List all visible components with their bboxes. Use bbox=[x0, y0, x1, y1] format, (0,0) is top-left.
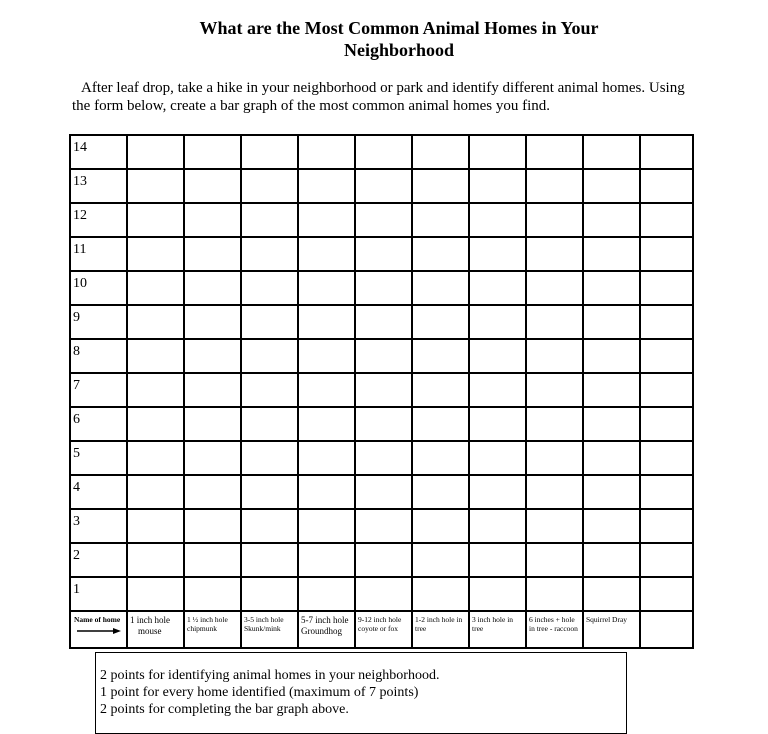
graph-cell[interactable] bbox=[469, 441, 526, 475]
graph-cell[interactable] bbox=[241, 475, 298, 509]
graph-cell[interactable] bbox=[127, 135, 184, 169]
graph-cell[interactable] bbox=[469, 475, 526, 509]
graph-cell[interactable] bbox=[184, 543, 241, 577]
graph-cell[interactable] bbox=[583, 305, 640, 339]
graph-cell[interactable] bbox=[184, 169, 241, 203]
graph-cell[interactable] bbox=[298, 373, 355, 407]
y-axis-label: 6 bbox=[70, 407, 127, 441]
graph-cell[interactable] bbox=[412, 203, 469, 237]
graph-cell[interactable] bbox=[526, 407, 583, 441]
rubric-line-3: 2 points for completing the bar graph above. bbox=[100, 702, 349, 717]
graph-cell[interactable] bbox=[298, 577, 355, 611]
graph-cell[interactable] bbox=[241, 509, 298, 543]
graph-cell[interactable] bbox=[412, 407, 469, 441]
rubric-line-1: 2 points for identifying animal homes in your neighborhood. bbox=[100, 668, 440, 683]
graph-cell[interactable] bbox=[526, 237, 583, 271]
graph-cell[interactable] bbox=[298, 169, 355, 203]
y-axis-label: 5 bbox=[70, 441, 127, 475]
graph-cell[interactable] bbox=[355, 475, 412, 509]
category-label-cell bbox=[412, 611, 469, 648]
y-axis-label: 10 bbox=[70, 271, 127, 305]
graph-cell[interactable] bbox=[412, 305, 469, 339]
graph-cell[interactable] bbox=[184, 237, 241, 271]
graph-cell[interactable] bbox=[469, 407, 526, 441]
grid-row bbox=[70, 407, 693, 441]
category-label-cell bbox=[184, 611, 241, 648]
category-line-2: in tree - raccoon bbox=[529, 624, 578, 633]
grid-row bbox=[70, 203, 693, 237]
graph-cell[interactable] bbox=[298, 407, 355, 441]
graph-cell[interactable] bbox=[298, 135, 355, 169]
grid-row bbox=[70, 441, 693, 475]
category-label-cell bbox=[241, 611, 298, 648]
graph-cell[interactable] bbox=[127, 339, 184, 373]
graph-cell[interactable] bbox=[583, 577, 640, 611]
category-line-1: 5-7 inch hole bbox=[301, 615, 349, 625]
category-label-cell bbox=[355, 611, 412, 648]
graph-cell[interactable] bbox=[355, 169, 412, 203]
graph-cell[interactable] bbox=[355, 203, 412, 237]
graph-cell[interactable] bbox=[298, 271, 355, 305]
graph-cell[interactable] bbox=[526, 543, 583, 577]
y-axis-label: 2 bbox=[70, 543, 127, 577]
graph-cell[interactable] bbox=[412, 339, 469, 373]
graph-cell[interactable] bbox=[526, 271, 583, 305]
graph-cell[interactable] bbox=[355, 271, 412, 305]
graph-cell[interactable] bbox=[412, 135, 469, 169]
graph-cell[interactable] bbox=[583, 271, 640, 305]
graph-cell[interactable] bbox=[412, 543, 469, 577]
graph-cell[interactable] bbox=[184, 339, 241, 373]
graph-cell[interactable] bbox=[298, 441, 355, 475]
category-line-1: 3 inch hole in bbox=[472, 615, 514, 624]
graph-cell[interactable] bbox=[583, 509, 640, 543]
graph-cell[interactable] bbox=[526, 305, 583, 339]
name-header-cell bbox=[70, 611, 127, 648]
category-label-cell bbox=[526, 611, 583, 648]
grid-row bbox=[70, 543, 693, 577]
graph-cell[interactable] bbox=[127, 475, 184, 509]
grid-row bbox=[70, 373, 693, 407]
graph-cell[interactable] bbox=[583, 339, 640, 373]
graph-cell[interactable] bbox=[184, 271, 241, 305]
y-axis-label: 7 bbox=[70, 373, 127, 407]
graph-cell[interactable] bbox=[127, 169, 184, 203]
graph-cell[interactable] bbox=[241, 373, 298, 407]
category-line-2: tree bbox=[472, 624, 484, 633]
graph-cell[interactable] bbox=[127, 373, 184, 407]
graph-cell[interactable] bbox=[298, 475, 355, 509]
graph-cell[interactable] bbox=[355, 543, 412, 577]
intro-line-1: After leaf drop, take a hike in your neighborhood or park and identify different animal homes. Using bbox=[81, 80, 685, 96]
graph-cell[interactable] bbox=[355, 407, 412, 441]
grid-row bbox=[70, 475, 693, 509]
graph-cell[interactable] bbox=[241, 237, 298, 271]
y-axis-label: 4 bbox=[70, 475, 127, 509]
graph-cell[interactable] bbox=[469, 543, 526, 577]
graph-cell[interactable] bbox=[640, 509, 693, 543]
grid-row bbox=[70, 509, 693, 543]
graph-cell[interactable] bbox=[412, 577, 469, 611]
category-line-2: Groundhog bbox=[301, 626, 342, 636]
graph-cell[interactable] bbox=[127, 509, 184, 543]
graph-cell[interactable] bbox=[241, 543, 298, 577]
category-label-cell bbox=[298, 611, 355, 648]
category-line-2: coyote or fox bbox=[358, 624, 398, 633]
graph-cell[interactable] bbox=[355, 509, 412, 543]
category-line-2: chipmunk bbox=[187, 624, 217, 633]
graph-cell[interactable] bbox=[127, 203, 184, 237]
category-label-cell bbox=[640, 611, 693, 648]
graph-cell[interactable] bbox=[469, 271, 526, 305]
rubric-line-2: 1 point for every home identified (maximum of 7 points) bbox=[100, 685, 419, 700]
bar-graph-grid bbox=[69, 134, 694, 649]
category-line-1: Squirrel Dray bbox=[586, 615, 628, 624]
category-line-1: 1 inch hole bbox=[130, 615, 170, 625]
y-axis-label: 13 bbox=[70, 169, 127, 203]
graph-cell[interactable] bbox=[184, 475, 241, 509]
graph-cell[interactable] bbox=[184, 577, 241, 611]
graph-cell[interactable] bbox=[640, 305, 693, 339]
graph-cell[interactable] bbox=[184, 509, 241, 543]
graph-cell[interactable] bbox=[241, 169, 298, 203]
graph-cell[interactable] bbox=[298, 237, 355, 271]
graph-cell[interactable] bbox=[469, 373, 526, 407]
graph-cell[interactable] bbox=[127, 305, 184, 339]
category-line-2: mouse bbox=[138, 626, 162, 636]
y-axis-label: 3 bbox=[70, 509, 127, 543]
grid-row bbox=[70, 271, 693, 305]
graph-cell[interactable] bbox=[355, 373, 412, 407]
graph-cell[interactable] bbox=[298, 339, 355, 373]
graph-cell[interactable] bbox=[184, 441, 241, 475]
graph-cell[interactable] bbox=[298, 203, 355, 237]
y-axis-label: 12 bbox=[70, 203, 127, 237]
graph-cell[interactable] bbox=[526, 509, 583, 543]
y-axis-label: 1 bbox=[70, 577, 127, 611]
graph-cell[interactable] bbox=[412, 271, 469, 305]
graph-cell[interactable] bbox=[640, 407, 693, 441]
intro-line-2: the form below, create a bar graph of the most common animal homes you find. bbox=[72, 98, 551, 114]
title-line-1: What are the Most Common Animal Homes in Your bbox=[199, 18, 599, 38]
category-line-1: 3-5 inch hole bbox=[244, 615, 284, 624]
graph-cell[interactable] bbox=[640, 543, 693, 577]
graph-cell[interactable] bbox=[298, 543, 355, 577]
grid-row bbox=[70, 237, 693, 271]
graph-cell[interactable] bbox=[241, 441, 298, 475]
graph-cell[interactable] bbox=[184, 135, 241, 169]
grid-row bbox=[70, 305, 693, 339]
graph-cell[interactable] bbox=[526, 577, 583, 611]
graph-cell[interactable] bbox=[127, 441, 184, 475]
title-line-2: Neighborhood bbox=[343, 40, 455, 60]
graph-cell[interactable] bbox=[469, 305, 526, 339]
y-axis-label: 11 bbox=[70, 237, 127, 271]
graph-cell[interactable] bbox=[355, 237, 412, 271]
graph-cell[interactable] bbox=[526, 135, 583, 169]
graph-cell[interactable] bbox=[583, 203, 640, 237]
worksheet-title bbox=[150, 17, 648, 61]
graph-cell[interactable] bbox=[469, 509, 526, 543]
graph-cell[interactable] bbox=[583, 169, 640, 203]
graph-cell[interactable] bbox=[583, 237, 640, 271]
graph-cell[interactable] bbox=[127, 577, 184, 611]
graph-cell[interactable] bbox=[355, 135, 412, 169]
category-line-2: tree bbox=[415, 624, 427, 633]
graph-cell[interactable] bbox=[412, 373, 469, 407]
graph-cell[interactable] bbox=[241, 339, 298, 373]
graph-cell[interactable] bbox=[469, 237, 526, 271]
graph-cell[interactable] bbox=[583, 135, 640, 169]
graph-cell[interactable] bbox=[640, 271, 693, 305]
grid-row bbox=[70, 135, 693, 169]
graph-cell[interactable] bbox=[526, 373, 583, 407]
graph-cell[interactable] bbox=[127, 271, 184, 305]
graph-cell[interactable] bbox=[640, 169, 693, 203]
graph-cell[interactable] bbox=[127, 543, 184, 577]
category-label-cell bbox=[583, 611, 640, 648]
graph-cell[interactable] bbox=[469, 339, 526, 373]
graph-cell[interactable] bbox=[640, 339, 693, 373]
graph-cell[interactable] bbox=[469, 169, 526, 203]
graph-cell[interactable] bbox=[640, 203, 693, 237]
name-header-label: Name of home bbox=[74, 615, 121, 624]
graph-cell[interactable] bbox=[583, 543, 640, 577]
graph-cell[interactable] bbox=[241, 305, 298, 339]
graph-cell[interactable] bbox=[127, 237, 184, 271]
graph-cell[interactable] bbox=[412, 237, 469, 271]
graph-cell[interactable] bbox=[298, 509, 355, 543]
category-line-1: 1-2 inch hole in bbox=[415, 615, 463, 624]
graph-cell[interactable] bbox=[526, 339, 583, 373]
graph-cell[interactable] bbox=[640, 373, 693, 407]
graph-cell[interactable] bbox=[583, 407, 640, 441]
graph-cell[interactable] bbox=[241, 135, 298, 169]
graph-cell[interactable] bbox=[184, 373, 241, 407]
category-line-1: 1 ½ inch hole bbox=[187, 615, 228, 624]
y-axis-label: 9 bbox=[70, 305, 127, 339]
graph-cell[interactable] bbox=[640, 577, 693, 611]
graph-cell[interactable] bbox=[526, 169, 583, 203]
category-line-1: 6 inches + hole bbox=[529, 615, 575, 624]
graph-cell[interactable] bbox=[184, 305, 241, 339]
graph-cell[interactable] bbox=[355, 441, 412, 475]
graph-cell[interactable] bbox=[640, 237, 693, 271]
category-line-1: 9-12 inch hole bbox=[358, 615, 402, 624]
graph-cell[interactable] bbox=[412, 441, 469, 475]
graph-cell[interactable] bbox=[241, 407, 298, 441]
y-axis-label: 14 bbox=[70, 135, 127, 169]
graph-cell[interactable] bbox=[526, 203, 583, 237]
graph-cell[interactable] bbox=[412, 475, 469, 509]
graph-cell[interactable] bbox=[583, 441, 640, 475]
category-line-2: Skunk/mink bbox=[244, 624, 281, 633]
graph-cell[interactable] bbox=[184, 203, 241, 237]
graph-cell[interactable] bbox=[412, 169, 469, 203]
graph-cell[interactable] bbox=[640, 475, 693, 509]
graph-cell[interactable] bbox=[355, 339, 412, 373]
graph-cell[interactable] bbox=[412, 509, 469, 543]
graph-cell[interactable] bbox=[469, 135, 526, 169]
right-arrow-icon bbox=[77, 627, 121, 635]
graph-cell[interactable] bbox=[355, 305, 412, 339]
graph-cell[interactable] bbox=[298, 305, 355, 339]
y-axis-label: 8 bbox=[70, 339, 127, 373]
graph-cell[interactable] bbox=[469, 577, 526, 611]
graph-cell[interactable] bbox=[241, 271, 298, 305]
category-row bbox=[70, 611, 693, 648]
graph-cell[interactable] bbox=[355, 577, 412, 611]
graph-cell[interactable] bbox=[469, 203, 526, 237]
graph-cell[interactable] bbox=[640, 135, 693, 169]
graph-cell[interactable] bbox=[184, 407, 241, 441]
category-label-cell bbox=[127, 611, 184, 648]
graph-cell[interactable] bbox=[583, 373, 640, 407]
graph-cell[interactable] bbox=[583, 475, 640, 509]
graph-cell[interactable] bbox=[127, 407, 184, 441]
grid-row bbox=[70, 169, 693, 203]
graph-cell[interactable] bbox=[526, 441, 583, 475]
grid-row bbox=[70, 577, 693, 611]
category-label-cell bbox=[469, 611, 526, 648]
grid-row bbox=[70, 339, 693, 373]
graph-cell[interactable] bbox=[526, 475, 583, 509]
intro-paragraph bbox=[72, 79, 712, 115]
graph-cell[interactable] bbox=[241, 203, 298, 237]
graph-cell[interactable] bbox=[241, 577, 298, 611]
graph-cell[interactable] bbox=[640, 441, 693, 475]
